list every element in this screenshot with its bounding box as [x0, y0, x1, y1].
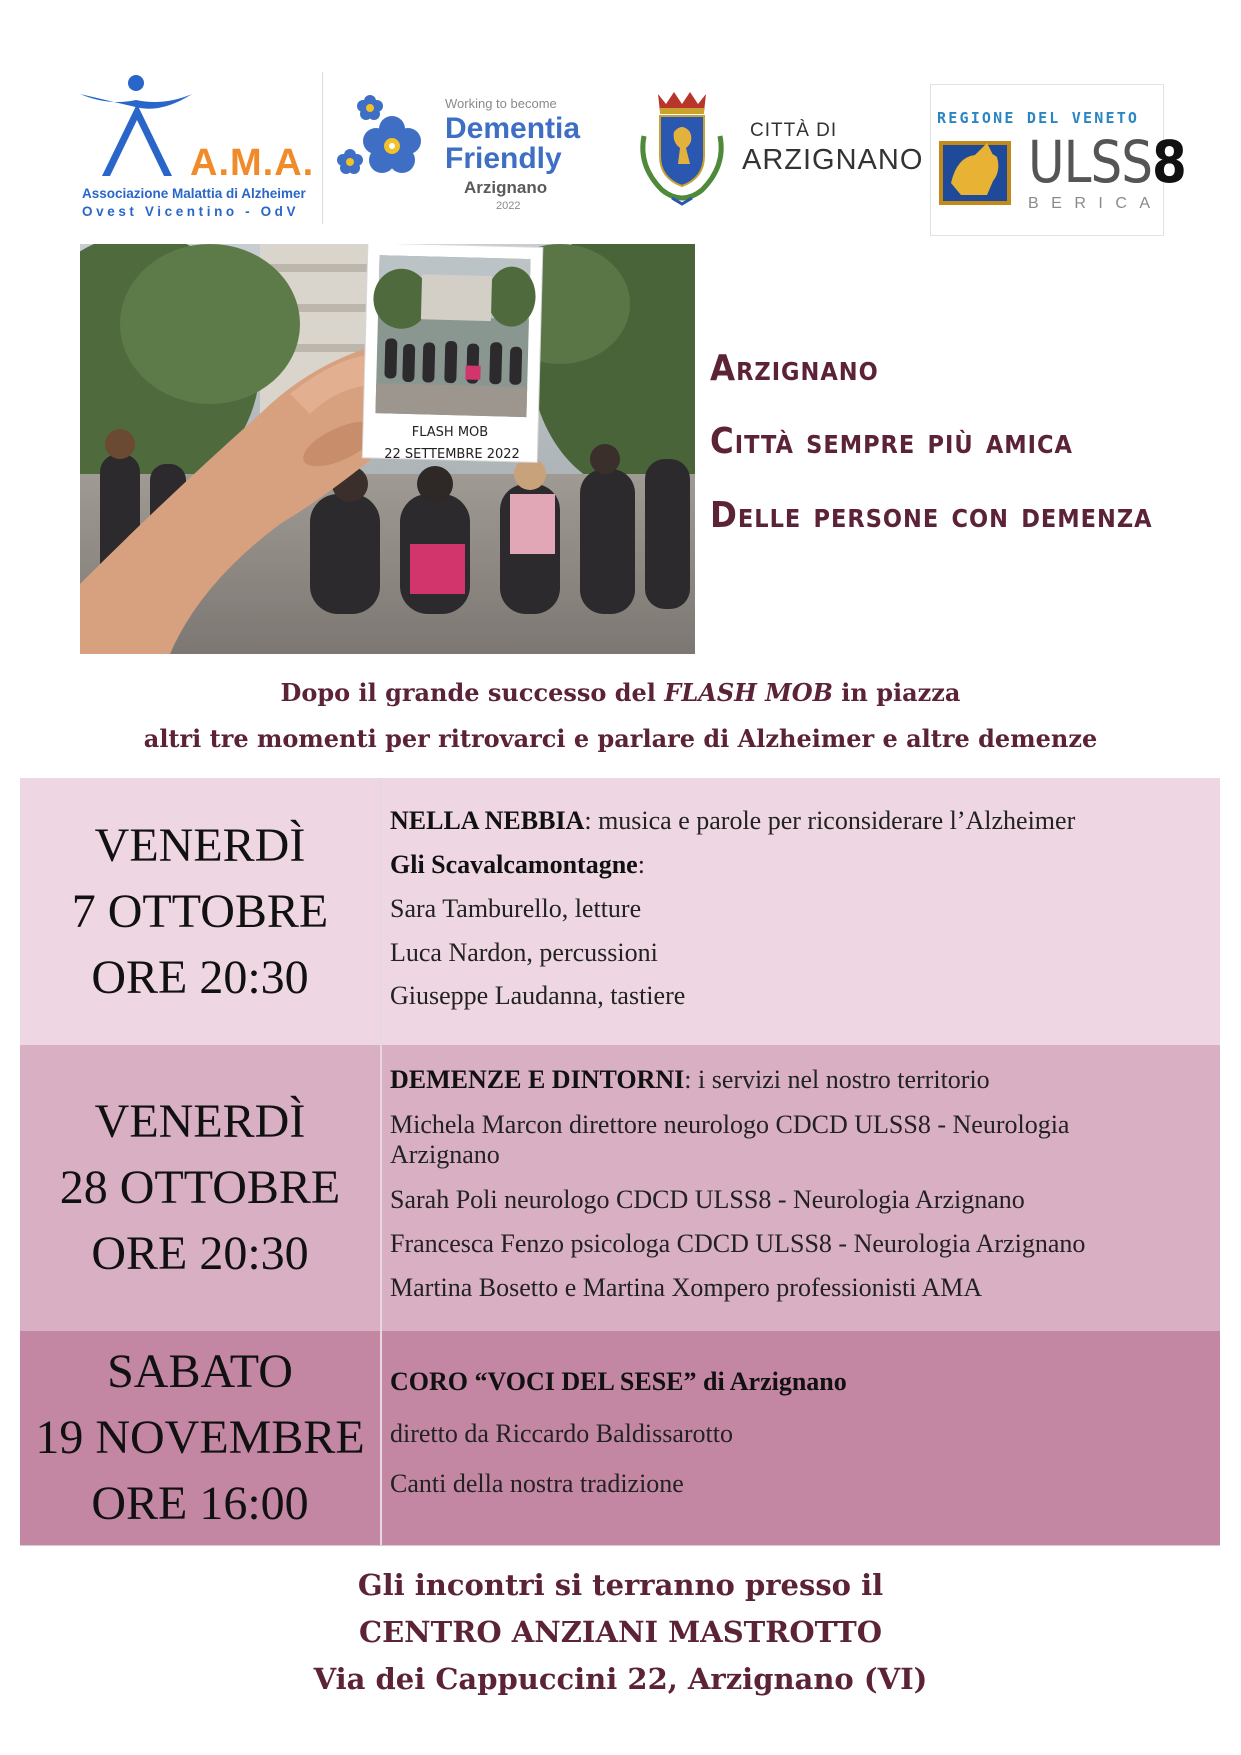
ama-line1: Associazione Malattia di Alzheimer	[82, 186, 306, 201]
event-date: 7 OTTOBRE	[71, 884, 329, 938]
event-line: Francesca Fenzo psicologa CDCD ULSS8 - Neurologia Arzignano	[390, 1229, 1086, 1258]
df-small-text: Working to become	[445, 96, 557, 111]
df-dementia: Dementia	[445, 112, 581, 145]
event-day: VENERDÌ	[94, 1095, 306, 1148]
event-line: Canti della nostra tradizione	[390, 1469, 684, 1498]
event-row-3	[20, 1331, 1220, 1546]
ulss-sub: BERICA	[1028, 195, 1163, 212]
event-line: Luca Nardon, percussioni	[390, 938, 658, 967]
event-line: Martina Bosetto e Martina Xompero professionisti AMA	[390, 1273, 983, 1302]
event-line: Giuseppe Laudanna, tastiere	[390, 981, 686, 1010]
intro-line1: Dopo il grande successo del FLASH MOB in piazza	[280, 678, 961, 707]
event-title: DEMENZE E DINTORNI: i servizi nel nostro territorio	[390, 1065, 990, 1094]
df-year: 2022	[496, 200, 521, 212]
event-date-2	[20, 1045, 382, 1331]
polaroid-line2: 22 SETTEMBRE 2022	[384, 447, 520, 462]
event-date: 19 NOVEMBRE	[35, 1411, 365, 1464]
event-row-2	[20, 1045, 1220, 1332]
intro-line2: altri tre momenti per ritrovarci e parlare di Alzheimer e altre demenze	[143, 724, 1098, 753]
ulss-mark: ULSS8	[1028, 129, 1186, 196]
event-date: 28 OTTOBRE	[59, 1161, 341, 1214]
ama-line2: Ovest Vicentino - OdV	[82, 204, 300, 219]
slogan-line1: Arzignano	[710, 348, 879, 389]
polaroid-line1: FLASH MOB	[411, 425, 489, 440]
event-line: Arzignano	[390, 1140, 500, 1169]
citta-di-text: CITTÀ DI	[750, 120, 838, 141]
citta-arzignano-logo	[632, 86, 922, 216]
footer-line1: Gli incontri si terranno presso il	[357, 1568, 884, 1602]
ulss8-logo	[930, 84, 1186, 236]
event-group: Gli Scavalcamontagne:	[390, 850, 645, 879]
coat-of-arms-icon	[632, 86, 732, 216]
event-day: SABATO	[107, 1345, 293, 1398]
event-line: Sara Tamburello, letture	[390, 894, 642, 923]
event-title: CORO “VOCI DEL SESE” di Arzignano	[390, 1367, 847, 1396]
flash-mob-photo	[80, 244, 695, 654]
event-line: Sarah Poli neurologo CDCD ULSS8 - Neurologia Arzignano	[390, 1185, 1025, 1214]
footer-venue: CENTRO ANZIANI MASTROTTO	[358, 1615, 883, 1649]
event-title: NELLA NEBBIA: musica e parole per riconsiderare l’Alzheimer	[390, 806, 1076, 835]
dementia-friendly-logo	[330, 86, 600, 216]
slogan-line2: Città sempre più amica	[710, 421, 1073, 462]
event-date-1	[20, 778, 382, 1045]
ama-logo	[78, 72, 328, 222]
event-day: VENERDÌ	[94, 818, 306, 872]
footer-address: Via dei Cappuccini 22, Arzignano (VI)	[313, 1662, 928, 1696]
event-row-1	[20, 778, 1220, 1046]
df-friendly: Friendly	[445, 142, 562, 175]
event-time: ORE 20:30	[91, 1227, 309, 1280]
df-city: Arzignano	[464, 178, 548, 197]
event-date-3	[20, 1331, 382, 1545]
arzignano-name: ARZIGNANO	[742, 144, 924, 176]
event-time: ORE 20:30	[91, 950, 309, 1004]
event-time: ORE 16:00	[91, 1477, 309, 1530]
ama-letters: A.M.A.	[190, 142, 315, 184]
logo-divider	[322, 72, 323, 224]
ulss-region: REGIONE DEL VENETO	[937, 109, 1140, 127]
slogan-line3: Delle persone con demenza	[710, 495, 1153, 536]
event-line: diretto da Riccardo Baldissarotto	[390, 1419, 733, 1448]
event-line: Michela Marcon direttore neurologo CDCD ULSS8 - Neurologia	[390, 1110, 1070, 1139]
forget-me-not-icon	[330, 86, 445, 186]
